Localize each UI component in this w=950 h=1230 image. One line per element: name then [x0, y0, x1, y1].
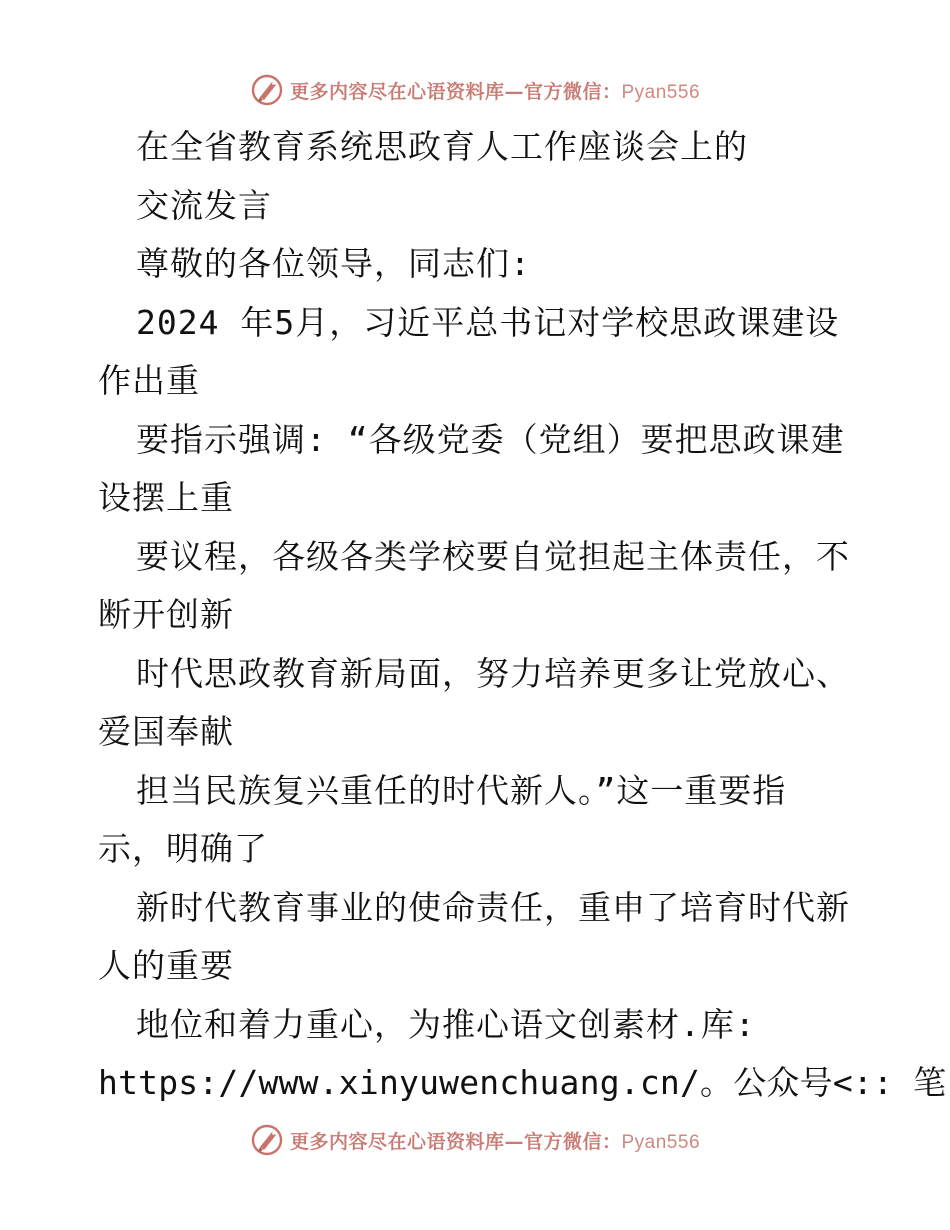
watermark-official: 官方微信： [523, 80, 622, 103]
doc-line-7: 设摆上重 [98, 478, 234, 517]
watermark-banner-bottom [0, 1118, 950, 1162]
document-body [98, 118, 947, 1113]
watermark-official: 官方微信： [523, 1130, 622, 1153]
watermark-wechat-id: Pyan556 [621, 81, 701, 103]
watermark-dash: — [504, 80, 524, 103]
doc-line-15: 人的重要 [98, 946, 234, 985]
watermark-wechat-id: Pyan556 [621, 1131, 701, 1153]
watermark-main: 更多内容尽在心语资料库 [289, 80, 505, 103]
watermark-main: 更多内容尽在心语资料库 [289, 1130, 505, 1153]
doc-line-17: https://www.xinyuwenchuang.cn/。公众号<:: 笔 [98, 1063, 947, 1102]
doc-line-12: 担当民族复兴重任的时代新人。”这一重要指 [136, 770, 787, 810]
watermark-dash: — [504, 1130, 524, 1153]
watermark-text [290, 77, 700, 104]
doc-line-10: 时代思政教育新局面，努力培养更多让党放心、 [136, 653, 850, 693]
watermark-banner-top [0, 68, 950, 112]
watermark-text [290, 1127, 700, 1154]
doc-line-11: 爱国奉献 [98, 712, 234, 751]
doc-line-4: 2024 年5月，习近平总书记对学校思政课建设 [136, 302, 840, 342]
doc-line-2: 交流发言 [136, 185, 272, 225]
doc-line-6: 要指示强调: “各级党委（党组）要把思政课建 [136, 419, 845, 459]
doc-line-9: 断开创新 [98, 595, 234, 634]
pen-logo-icon [250, 73, 284, 107]
doc-line-8: 要议程，各级各类学校要自觉担起主体责任，不 [136, 536, 850, 576]
doc-line-1: 在全省教育系统思政育人工作座谈会上的 [136, 127, 748, 166]
doc-line-5: 作出重 [98, 361, 200, 400]
doc-line-14: 新时代教育事业的使命责任，重申了培育时代新 [136, 887, 850, 927]
pen-logo-icon [250, 1123, 284, 1157]
doc-line-13: 示，明确了 [98, 829, 268, 868]
doc-line-3: 尊敬的各位领导，同志们: [136, 244, 531, 283]
doc-line-16: 地位和着力重心，为推心语文创素材.库: [136, 1004, 756, 1044]
